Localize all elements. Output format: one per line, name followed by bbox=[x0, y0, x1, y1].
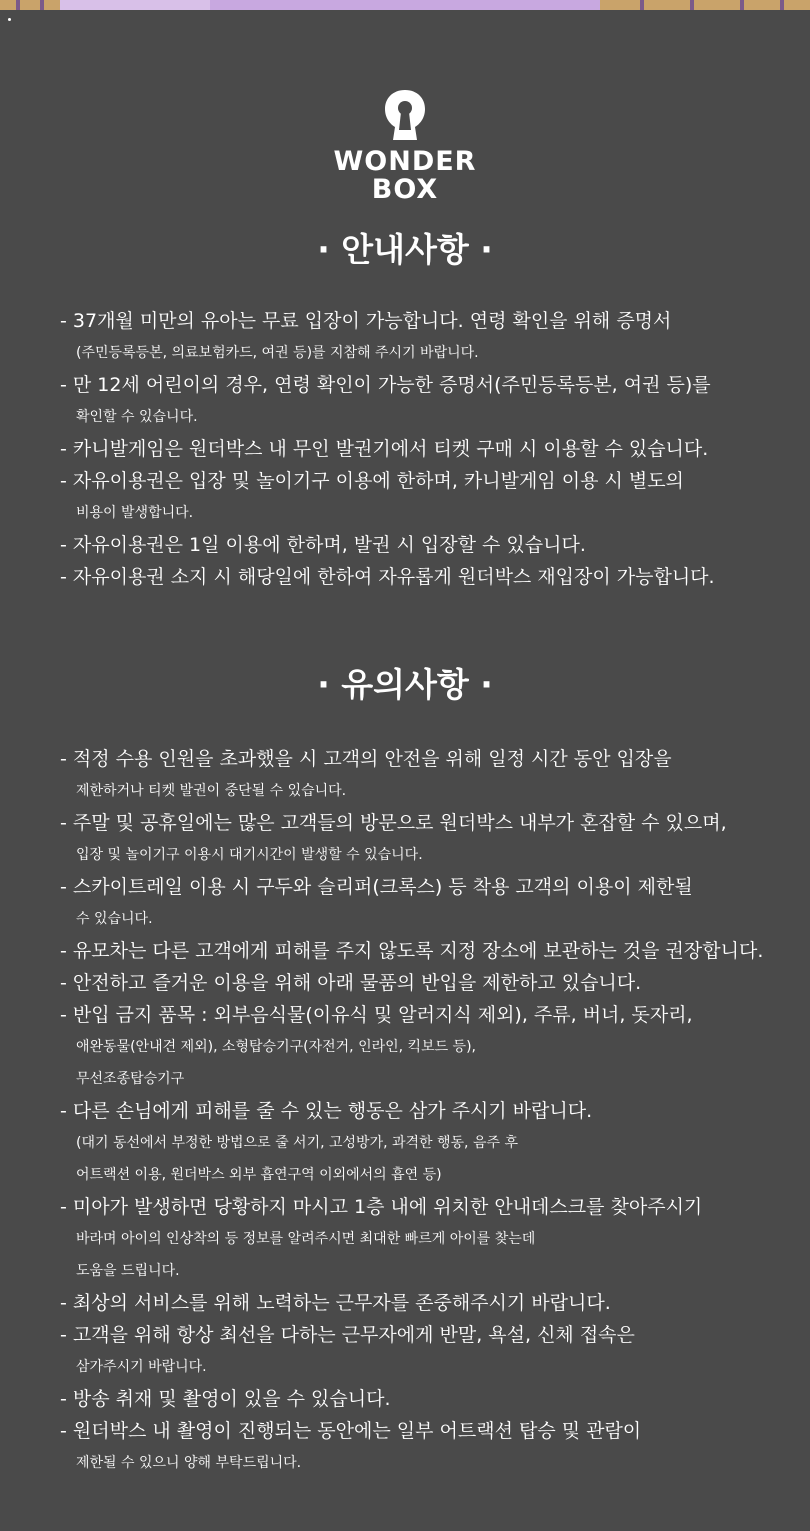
list-item bbox=[60, 1287, 802, 1319]
list-item bbox=[60, 967, 802, 999]
list-item bbox=[60, 1319, 802, 1383]
list-item bbox=[60, 561, 802, 593]
list-item-line: 바라며 아이의 인상착의 등 정보를 알려주시면 최대한 빠르게 아이를 찾는데 bbox=[76, 1231, 536, 1247]
banner-segment bbox=[40, 0, 44, 10]
list-item-line: 삼가주시기 바랍니다. bbox=[76, 1359, 207, 1375]
list-item-line: - 37개월 미만의 유아는 무료 입장이 가능합니다. 연령 확인을 위해 증명서 bbox=[60, 310, 672, 332]
list-item-line: - 다른 손님에게 피해를 줄 수 있는 행동은 삼가 주시기 바랍니다. bbox=[60, 1100, 593, 1122]
logo-line-2: BOX bbox=[371, 174, 439, 205]
list-item-line: 제한될 수 있으니 양해 부탁드립니다. bbox=[76, 1455, 302, 1471]
caution-list bbox=[60, 743, 802, 1479]
list-item-line: - 안전하고 즐거운 이용을 위해 아래 물품의 반입을 제한하고 있습니다. bbox=[60, 972, 642, 994]
list-item-line: 애완동물(안내견 제외), 소형탑승기구(자전거, 인라인, 킥보드 등), bbox=[76, 1039, 476, 1055]
keyhole-icon bbox=[381, 88, 429, 142]
list-item-line: - 주말 및 공휴일에는 많은 고객들의 방문으로 원더박스 내부가 혼잡할 수 있으며, bbox=[60, 812, 727, 834]
list-item bbox=[60, 1095, 802, 1191]
list-item bbox=[60, 999, 802, 1095]
list-item-line: 비용이 발생합니다. bbox=[76, 505, 194, 521]
list-item-line: - 자유이용권 소지 시 해당일에 한하여 자유롭게 원더박스 재입장이 가능합니다. bbox=[60, 566, 715, 588]
list-item-line: 제한하거나 티켓 발권이 중단될 수 있습니다. bbox=[76, 783, 347, 799]
banner-segment bbox=[60, 0, 210, 10]
list-item-line: (대기 동선에서 부정한 방법으로 줄 서기, 고성방가, 과격한 행동, 음주 후 bbox=[76, 1135, 518, 1151]
list-item-line: 무선조종탑승기구 bbox=[76, 1071, 185, 1087]
list-item-line: - 최상의 서비스를 위해 노력하는 근무자를 존중해주시기 바랍니다. bbox=[60, 1292, 611, 1314]
list-item-line: - 유모차는 다른 고객에게 피해를 주지 않도록 지정 장소에 보관하는 것을 권장합니다. bbox=[60, 940, 764, 962]
banner-segment bbox=[640, 0, 644, 10]
list-item-line: 입장 및 놀이기구 이용시 대기시간이 발생할 수 있습니다. bbox=[76, 847, 423, 863]
list-item-line: (주민등록등본, 의료보험카드, 여권 등)를 지참해 주시기 바랍니다. bbox=[76, 345, 479, 361]
bullet-dot bbox=[8, 18, 11, 21]
list-item-line: - 미아가 발생하면 당황하지 마시고 1층 내에 위치한 안내데스크를 찾아주시기 bbox=[60, 1196, 703, 1218]
caution-section-title: · 유의사항 · bbox=[317, 665, 493, 704]
list-item-line: - 스카이트레일 이용 시 구두와 슬리퍼(크록스) 등 착용 고객의 이용이 제한될 bbox=[60, 876, 693, 898]
wonderbox-logo bbox=[0, 88, 810, 204]
list-item bbox=[60, 1191, 802, 1287]
list-item bbox=[60, 529, 802, 561]
list-item-line: - 원더박스 내 촬영이 진행되는 동안에는 일부 어트랙션 탑승 및 관람이 bbox=[60, 1420, 642, 1442]
banner-segment bbox=[210, 0, 600, 10]
list-item-line: 수 있습니다. bbox=[76, 911, 153, 927]
list-item-line: 도움을 드립니다. bbox=[76, 1263, 180, 1279]
banner-segment bbox=[690, 0, 694, 10]
list-item bbox=[60, 871, 802, 935]
top-banner-strip bbox=[0, 0, 810, 10]
banner-segment bbox=[600, 0, 810, 10]
banner-segment bbox=[780, 0, 784, 10]
list-item-line: - 카니발게임은 원더박스 내 무인 발권기에서 티켓 구매 시 이용할 수 있습니다. bbox=[60, 438, 709, 460]
notice-list bbox=[60, 305, 802, 593]
list-item-line: - 만 12세 어린이의 경우, 연령 확인이 가능한 증명서(주민등록등본, 여권 등)를 bbox=[60, 374, 711, 396]
list-item bbox=[60, 743, 802, 807]
list-item bbox=[60, 807, 802, 871]
list-item-line: - 자유이용권은 1일 이용에 한하며, 발권 시 입장할 수 있습니다. bbox=[60, 534, 586, 556]
list-item bbox=[60, 1383, 802, 1415]
list-item-line: 확인할 수 있습니다. bbox=[76, 409, 198, 425]
list-item-line: 어트랙션 이용, 원더박스 외부 흡연구역 이외에서의 흡연 등) bbox=[76, 1167, 442, 1183]
banner-segment bbox=[0, 0, 60, 10]
list-item bbox=[60, 369, 802, 433]
banner-segment bbox=[16, 0, 20, 10]
banner-segment bbox=[740, 0, 744, 10]
list-item-line: - 방송 취재 및 촬영이 있을 수 있습니다. bbox=[60, 1388, 391, 1410]
list-item bbox=[60, 465, 802, 529]
list-item bbox=[60, 433, 802, 465]
list-item bbox=[60, 935, 802, 967]
list-item-line: - 반입 금지 품목 : 외부음식물(이유식 및 알러지식 제외), 주류, 버너, 돗자리, bbox=[60, 1004, 693, 1026]
list-item bbox=[60, 305, 802, 369]
logo-wordmark bbox=[0, 148, 810, 204]
list-item bbox=[60, 1415, 802, 1479]
logo-line-1: WONDER bbox=[333, 146, 477, 177]
list-item-line: - 고객을 위해 항상 최선을 다하는 근무자에게 반말, 욕설, 신체 접속은 bbox=[60, 1324, 635, 1346]
list-item-line: - 적정 수용 인원을 초과했을 시 고객의 안전을 위해 일정 시간 동안 입장을 bbox=[60, 748, 672, 770]
notice-section-title: · 안내사항 · bbox=[317, 230, 493, 269]
list-item-line: - 자유이용권은 입장 및 놀이기구 이용에 한하며, 카니발게임 이용 시 별도의 bbox=[60, 470, 684, 492]
